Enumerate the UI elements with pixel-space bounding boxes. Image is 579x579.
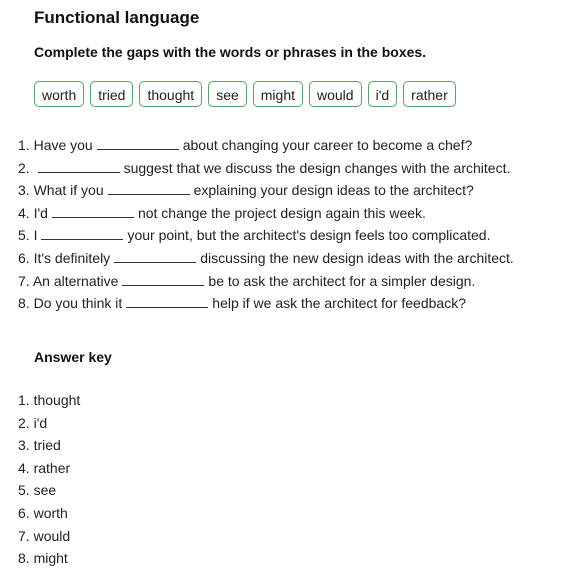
answer-key-list [18,389,80,570]
answer-text: worth [33,504,68,521]
question-text-after: not change the project design again this week. [137,204,426,221]
answer-text: tried [33,437,61,454]
answer-number: 3. [18,437,30,454]
answer-item [18,389,80,412]
question-item [18,202,514,225]
question-number: 5. [18,227,30,244]
question-text-before: Have you [33,137,93,153]
answer-gap[interactable] [52,204,134,218]
question-item [18,247,514,270]
answer-item [18,547,80,570]
question-text-before: Do you think it [33,295,123,312]
question-text-after: about changing your career to become a chef? [182,137,473,153]
question-text-after: be to ask the architect for a simpler design. [208,272,476,289]
word-box-would: would [309,81,362,107]
answer-text: thought [33,392,81,408]
question-text-before: I [33,227,38,244]
answer-text: would [33,527,71,544]
answer-number: 2. [18,414,30,431]
answer-number: 6. [18,504,30,521]
answer-number: 8. [18,550,30,567]
word-box-tried: tried [90,81,133,107]
word-box-see: see [208,81,247,107]
question-item [18,292,514,315]
word-box-id: i'd [368,81,398,107]
answer-number: 5. [18,482,30,499]
word-box-rather: rather [403,81,456,107]
answer-text: rather [33,459,71,476]
answer-gap[interactable] [41,226,123,240]
question-text-after: help if we ask the architect for feedback? [212,295,466,312]
answer-item [18,412,80,435]
question-text-after: your point, but the architect's design feels too complicated. [127,227,491,244]
word-box-worth: worth [34,81,84,107]
question-item [18,157,514,180]
answer-number: 4. [18,459,30,476]
answer-gap[interactable] [97,136,179,150]
word-box-thought: thought [139,81,202,107]
question-text-after: suggest that we discuss the design changes with the architect. [123,159,511,176]
answer-gap[interactable] [38,159,120,173]
answer-gap[interactable] [126,294,208,308]
question-text-before: It's definitely [33,249,111,266]
question-text-before: An alternative [32,272,119,289]
answer-gap[interactable] [114,249,196,263]
question-number: 6. [18,249,30,266]
question-number: 4. [18,204,30,221]
question-number: 7. [18,272,30,289]
answer-item [18,457,80,480]
answer-text: see [33,482,57,499]
question-text-after: explaining your design ideas to the architect? [193,182,474,199]
question-item [18,134,514,157]
answer-number: 7. [18,527,30,544]
question-text-before: What if you [33,182,104,199]
word-box-row [34,81,456,107]
answer-number: 1. [18,392,30,408]
answer-item [18,502,80,525]
question-number: 8. [18,295,30,312]
question-number: 2. [18,159,30,176]
word-box-might: might [253,81,303,107]
question-number: 3. [18,182,30,199]
instruction-text: Complete the gaps with the words or phrases in the boxes. [34,44,427,60]
answer-item [18,479,80,502]
question-list [18,134,514,315]
answer-key-title: Answer key [34,349,112,365]
answer-item [18,434,80,457]
answer-text: might [33,550,68,567]
question-text-after: discussing the new design ideas with the architect. [200,249,514,266]
answer-gap[interactable] [108,181,190,195]
page-title: Functional language [34,8,200,27]
question-item [18,224,514,247]
answer-gap[interactable] [122,272,204,286]
question-item [18,179,514,202]
question-number: 1. [18,137,30,153]
question-item [18,270,514,293]
answer-item [18,525,80,548]
question-text-before: I'd [33,204,48,221]
answer-text: i'd [33,414,48,431]
